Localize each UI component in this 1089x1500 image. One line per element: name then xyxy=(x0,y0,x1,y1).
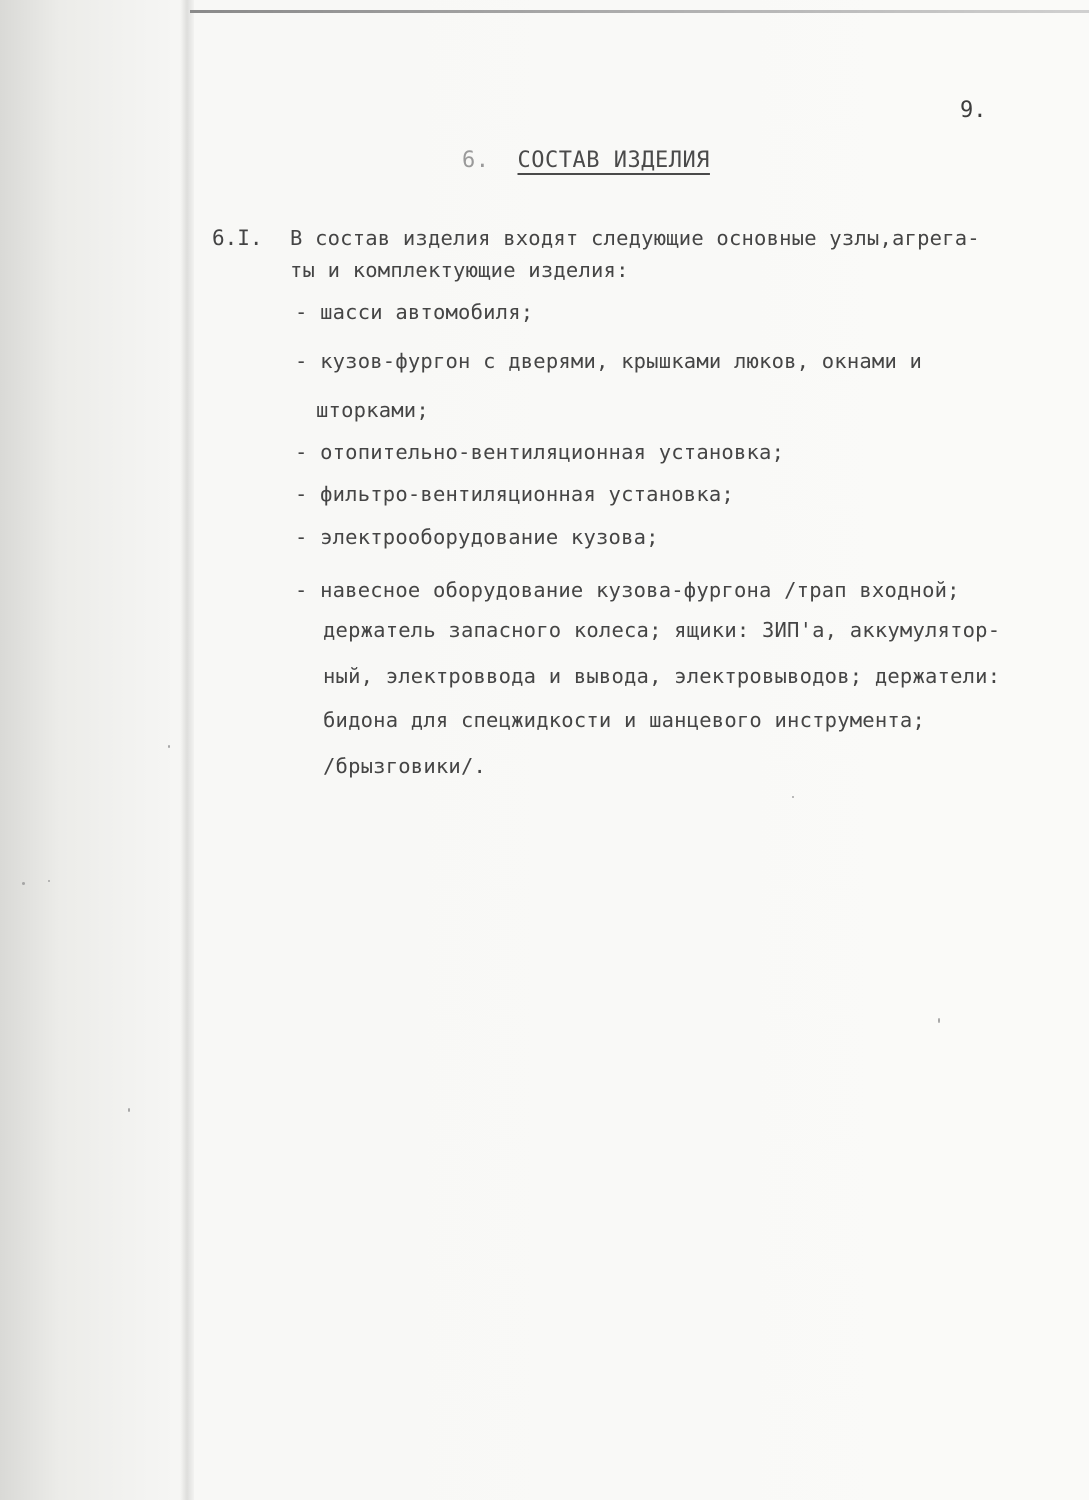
list-item: - фильтро-вентиляционная установка; xyxy=(295,482,734,506)
scan-speck xyxy=(792,796,794,798)
list-item: - отопительно-вентиляционная установка; xyxy=(295,440,785,464)
list-item-continuation: /брызговики/. xyxy=(323,754,487,778)
binding-shadow xyxy=(180,0,194,1500)
scan-speck xyxy=(128,1108,130,1112)
list-item-continuation: бидона для спецжидкости и шанцевого инструмента; xyxy=(323,708,926,732)
list-item: - шасси автомобиля; xyxy=(295,300,534,324)
list-item: - кузов-фургон с дверями, крышками люков, окнами и xyxy=(295,349,923,373)
section-number: 6. xyxy=(462,148,490,173)
list-item-continuation: держатель запасного колеса; ящики: ЗИП'а, аккумулятор- xyxy=(323,618,1001,642)
clause-text-line: В состав изделия входят следующие основные узлы,агрега- xyxy=(290,226,980,250)
section-title-text: СОСТАВ ИЗДЕЛИЯ xyxy=(517,148,710,173)
list-item: - электрооборудование кузова; xyxy=(295,525,659,549)
page-top-edge xyxy=(190,10,1089,13)
scan-speck xyxy=(938,1018,940,1023)
clause-number: 6.I. xyxy=(212,226,263,250)
list-item: - навесное оборудование кузова-фургона /трап входной; xyxy=(295,578,960,602)
scan-speck xyxy=(168,745,170,748)
clause-text-line: ты и комплектующие изделия: xyxy=(290,258,629,282)
section-title xyxy=(462,148,710,173)
list-item-continuation: шторками; xyxy=(316,398,429,422)
list-item-continuation: ный, электроввода и вывода, электровыводов; держатели: xyxy=(323,664,1001,688)
scan-speck xyxy=(48,880,50,882)
scan-speck xyxy=(22,882,25,885)
page-number: 9. xyxy=(960,98,987,123)
